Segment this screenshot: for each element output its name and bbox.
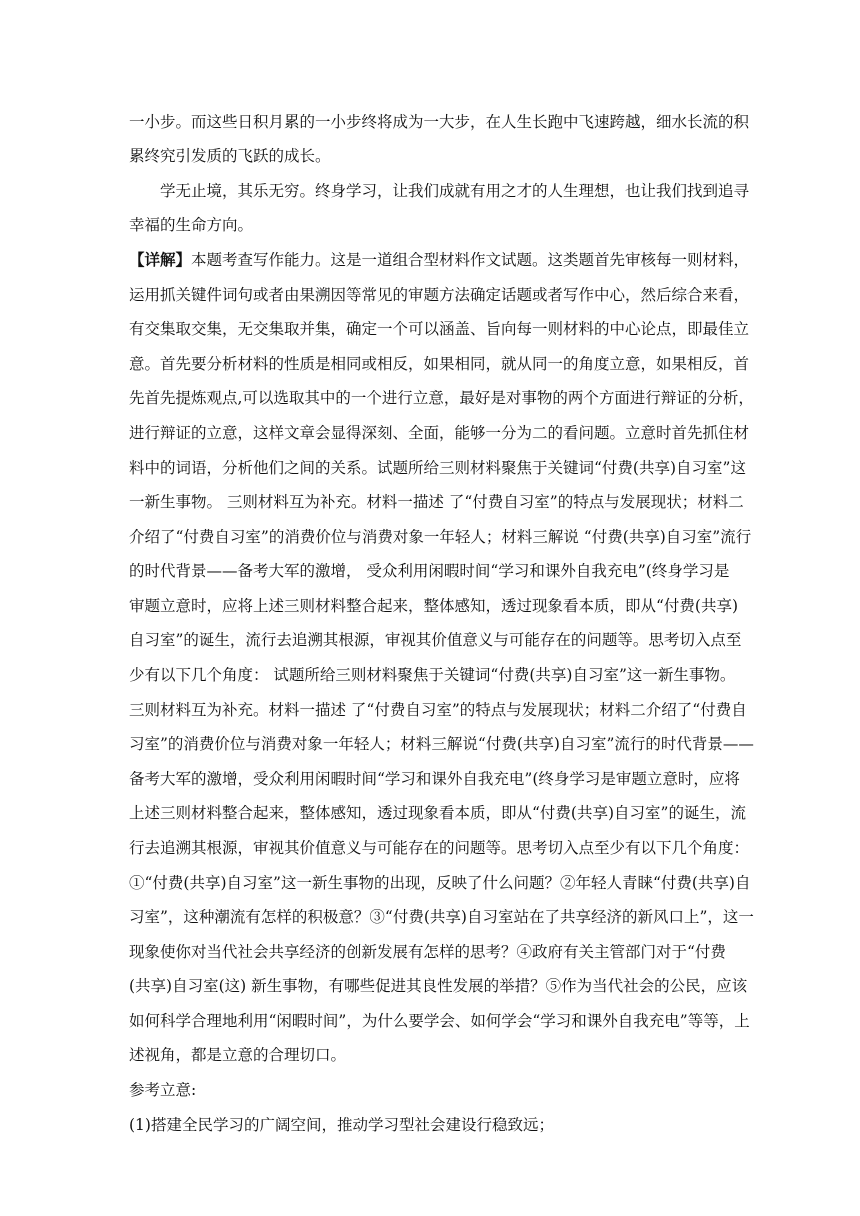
detail-paragraph-line [129,250,750,270]
paragraph-line: 学无止境，其乐无穷。终身学习，让我们成就有用之才的人生理想，也让我们找到追寻 [160,182,750,200]
paragraph-line: 进行辩证的立意，这样文章会显得深刻、全面，能够一分为二的看问题。立意时首先抓住材 [129,424,750,442]
paragraph-line: 运用抓关键件词句或者由果溯因等常见的审题方法确定话题或者写作中心，然后综合来看， [129,286,750,304]
reference-item: (1)搭建全民学习的广阔空间，推动学习型社会建设行稳致远； [129,1116,554,1134]
paragraph-line: 一小步。而这些日积月累的一小步终将成为一大步，在人生长跑中飞速跨越，细水长流的积 [129,113,750,131]
paragraph-line: 述视角，都是立意的合理切口。 [129,1046,347,1064]
paragraph-line: 习室”，这种潮流有怎样的积极意？③“付费(共享)自习室站在了共享经济的新风口上”，这一 [129,908,754,926]
paragraph-line: ①“付费(共享)自习室”这一新生事物的出现，反映了什么问题？②年轻人青睐“付费(共享)自 [129,874,751,892]
detail-text: 本题考查写作能力。这是一道组合型材料作文试题。这类题首先审核每一则材料， [191,251,750,269]
paragraph-line: 料中的词语，分析他们之间的关系。试题所给三则材料聚焦于关键词“付费(共享)自习室”这 [129,459,746,477]
paragraph-line: 习室”的消费价位与消费对象一年轻人；材料三解说“付费(共享)自习室”流行的时代背景—— [129,735,754,753]
detail-heading: 【详解】 [129,250,192,269]
paragraph-line: 意。首先要分析材料的性质是相同或相反，如果相同，就从同一的角度立意，如果相反，首 [129,355,750,373]
paragraph-line: 先首先提炼观点,可以选取其中的一个进行立意，最好是对事物的两个方面进行辩证的分析， [129,389,754,407]
paragraph-line: 累终究引发质的飞跃的成长。 [129,147,331,165]
paragraph-line: 三则材料互为补充。材料一描述 了“付费自习室”的特点与发展现状；材料二介绍了“付费自 [129,701,747,719]
paragraph-line: 审题立意时，应将上述三则材料整合起来，整体感知，透过现象看本质，即从“付费(共享) [129,597,739,615]
reference-heading: 参考立意: [129,1081,197,1099]
paragraph-line: (共享)自习室(这) 新生事物，有哪些促进其良性发展的举措？⑤作为当代社会的公民，应该 [129,977,748,995]
paragraph-line: 如何科学合理地利用“闲暇时间”，为什么要学会、如何学会“学习和课外自我充电”等等，上 [129,1012,750,1030]
paragraph-line: 上述三则材料整合起来，整体感知，透过现象看本质，即从“付费(共享)自习室”的诞生，流 [129,804,746,822]
paragraph-line: 自习室”的诞生，流行去追溯其根源，审视其价值意义与可能存在的问题等。思考切入点至 [129,631,742,649]
paragraph-line: 一新生事物。 三则材料互为补充。材料一描述 了“付费自习室”的特点与发展现状；材料二 [129,493,744,511]
paragraph-line: 行去追溯其根源，审视其价值意义与可能存在的问题等。思考切入点至少有以下几个角度： [129,839,750,857]
paragraph-line: 现象使你对当代社会共享经济的创新发展有怎样的思考？④政府有关主管部门对于“付费 [129,943,726,961]
paragraph-line: 的时代背景——备考大军的激增， 受众利用闲暇时间“学习和课外自我充电”(终身学习是 [129,562,730,580]
paragraph-line: 介绍了“付费自习室”的消费价位与消费对象一年轻人；材料三解说 “付费(共享)自习室”流行 [129,528,752,546]
paragraph-line: 有交集取交集，无交集取并集，确定一个可以涵盖、旨向每一则材料的中心论点，即最佳立 [129,320,750,338]
paragraph-line: 少有以下几个角度： 试题所给三则材料聚焦于关键词“付费(共享)自习室”这一新生事物。 [129,666,736,684]
paragraph-line: 备考大军的激增，受众利用闲暇时间“学习和课外自我充电”(终身学习是审题立意时，应将 [129,770,740,788]
paragraph-line: 幸福的生命方向。 [129,216,254,234]
